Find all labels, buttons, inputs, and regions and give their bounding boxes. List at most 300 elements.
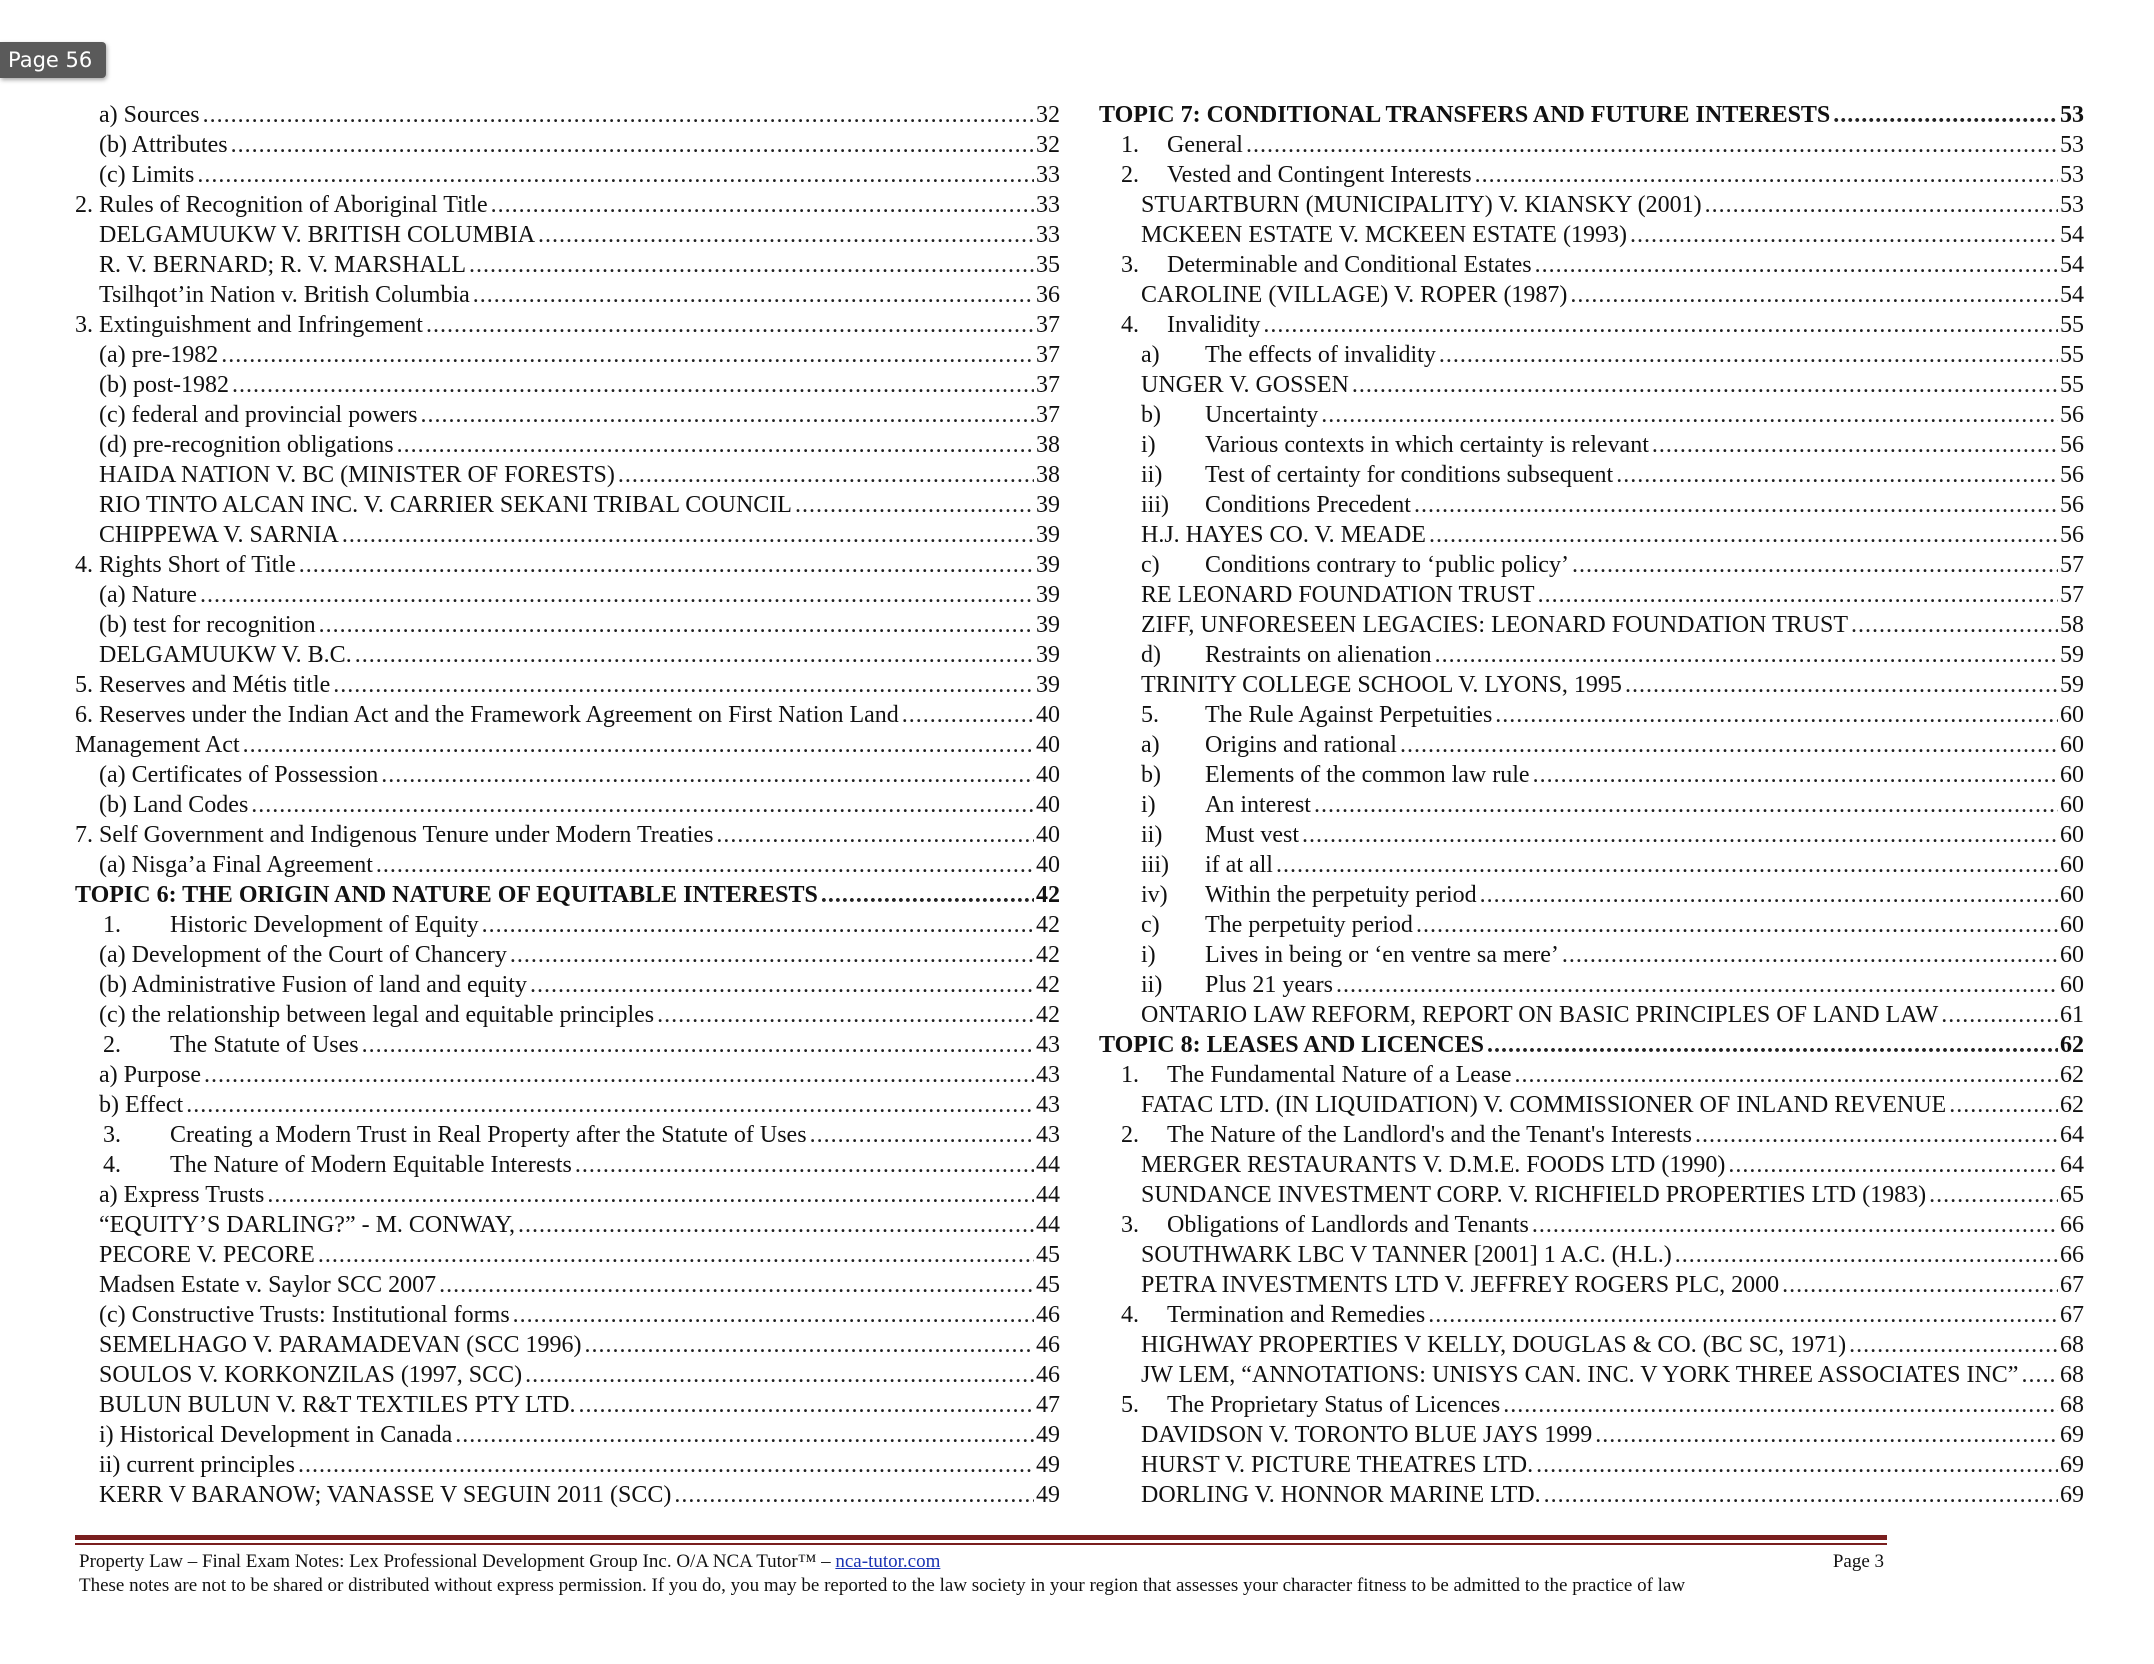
toc-entry-page: 59 xyxy=(2060,672,2084,698)
toc-entry-page: 60 xyxy=(2060,972,2084,998)
toc-entry[interactable] xyxy=(75,640,1060,670)
toc-entry-number: 2. xyxy=(103,1032,121,1058)
dot-leader xyxy=(1336,970,2058,1000)
toc-entry[interactable] xyxy=(75,1060,1060,1090)
dot-leader xyxy=(513,1300,1034,1330)
toc-entry-page: 39 xyxy=(1036,582,1060,608)
toc-entry-label: Origins and rational xyxy=(1205,732,1397,758)
toc-entry[interactable] xyxy=(1099,1210,2084,1240)
toc-entry[interactable] xyxy=(75,190,1060,220)
dot-leader xyxy=(1533,760,2058,790)
toc-entry-page: 32 xyxy=(1036,132,1060,158)
toc-entry[interactable] xyxy=(1099,1060,2084,1090)
toc-entry-page: 57 xyxy=(2060,552,2084,578)
toc-entry[interactable] xyxy=(1099,130,2084,160)
toc-entry-label: The Nature of the Landlord's and the Tenant's Interests xyxy=(1167,1122,1693,1148)
toc-entry[interactable] xyxy=(75,820,1060,850)
toc-entry[interactable] xyxy=(1099,820,2084,850)
toc-entry-label: (a) pre-1982 xyxy=(99,342,219,368)
toc-entry-number: i) xyxy=(1141,432,1156,458)
toc-entry-label: (c) federal and provincial powers xyxy=(99,402,418,428)
toc-entry-page: 60 xyxy=(2060,702,2084,728)
dot-leader xyxy=(1480,880,2058,910)
toc-entry-label: The Nature of Modern Equitable Interests xyxy=(170,1152,572,1178)
toc-entry[interactable] xyxy=(75,310,1060,340)
toc-entry-page: 62 xyxy=(2060,1032,2084,1058)
toc-entry-label: An interest xyxy=(1205,792,1311,818)
toc-entry-page: 35 xyxy=(1036,252,1060,278)
toc-entry-page: 43 xyxy=(1036,1062,1060,1088)
toc-entry[interactable] xyxy=(1099,760,2084,790)
toc-entry-page: 39 xyxy=(1036,552,1060,578)
dot-leader xyxy=(1428,1300,2058,1330)
toc-entry[interactable] xyxy=(75,850,1060,880)
toc-entry-page: 44 xyxy=(1036,1182,1060,1208)
toc-entry-page: 40 xyxy=(1036,792,1060,818)
toc-entry[interactable] xyxy=(1099,1270,2084,1300)
dot-leader xyxy=(538,220,1034,250)
dot-leader xyxy=(1570,280,2058,310)
toc-entry[interactable] xyxy=(75,970,1060,1000)
toc-entry[interactable] xyxy=(1099,1330,2084,1360)
toc-entry-number: b) xyxy=(1141,762,1161,788)
toc-entry-page: 67 xyxy=(2060,1272,2084,1298)
toc-entry-number: a) xyxy=(1141,342,1160,368)
dot-leader xyxy=(575,1150,1034,1180)
dot-leader xyxy=(1503,1390,2058,1420)
toc-entry-page: 60 xyxy=(2060,732,2084,758)
dot-leader xyxy=(1400,730,2058,760)
toc-entry[interactable] xyxy=(1099,910,2084,940)
toc-entry[interactable] xyxy=(1099,370,2084,400)
dot-leader xyxy=(469,250,1034,280)
toc-entry-label: HURST V. PICTURE THEATRES LTD. xyxy=(1141,1452,1534,1478)
toc-entry-page: 39 xyxy=(1036,672,1060,698)
dot-leader xyxy=(657,1000,1034,1030)
dot-leader xyxy=(1246,130,2058,160)
toc-entry[interactable] xyxy=(75,160,1060,190)
toc-entry[interactable] xyxy=(75,700,1060,730)
toc-entry[interactable] xyxy=(75,940,1060,970)
dot-leader xyxy=(243,730,1034,760)
toc-entry-number: ii) xyxy=(1141,972,1163,998)
toc-entry-page: 61 xyxy=(2060,1002,2084,1028)
toc-entry-page: 69 xyxy=(2060,1482,2084,1508)
toc-entry-page: 43 xyxy=(1036,1092,1060,1118)
toc-entry-number: 3. xyxy=(103,1122,121,1148)
toc-entry-label: 3. Extinguishment and Infringement xyxy=(75,312,423,338)
toc-entry-page: 46 xyxy=(1036,1332,1060,1358)
footer-title: Property Law – Final Exam Notes: Lex Professional Development Group Inc. O/A NCA Tutor™ – xyxy=(79,1551,836,1572)
dot-leader xyxy=(518,1210,1034,1240)
dot-leader xyxy=(1439,340,2058,370)
toc-entry[interactable] xyxy=(75,1270,1060,1300)
toc-entry[interactable] xyxy=(75,400,1060,430)
toc-entry[interactable] xyxy=(75,1420,1060,1450)
toc-entry-label: DORLING V. HONNOR MARINE LTD. xyxy=(1141,1482,1541,1508)
dot-leader xyxy=(1302,820,2058,850)
toc-entry[interactable] xyxy=(75,100,1060,130)
footer-divider xyxy=(75,1535,1887,1540)
toc-entry[interactable] xyxy=(75,130,1060,160)
dot-leader xyxy=(221,340,1034,370)
toc-entry[interactable] xyxy=(75,1090,1060,1120)
toc-entry-number: i) xyxy=(1141,792,1156,818)
toc-entry-page: 40 xyxy=(1036,762,1060,788)
dot-leader xyxy=(439,1270,1034,1300)
toc-entry-page: 38 xyxy=(1036,462,1060,488)
footer-disclaimer: These notes are not to be shared or distributed without express permission. If you do, you may be reported to the law society in your region that assesses your character fitness to be admitted to the practice of law xyxy=(79,1575,1686,1596)
toc-entry-page: 42 xyxy=(1036,882,1060,908)
toc-entry-number: 1. xyxy=(1121,132,1139,158)
toc-entry-label: FATAC LTD. (IN LIQUIDATION) V. COMMISSIONER OF INLAND REVENUE xyxy=(1141,1092,1947,1118)
dot-leader xyxy=(362,1030,1034,1060)
toc-entry[interactable] xyxy=(1099,700,2084,730)
toc-entry-label: (a) Nisga’a Final Agreement xyxy=(99,852,373,878)
toc-entry-label: (c) the relationship between legal and equitable principles xyxy=(99,1002,655,1028)
toc-entry-page: 66 xyxy=(2060,1212,2084,1238)
dot-leader xyxy=(795,490,1034,520)
toc-entry[interactable] xyxy=(75,1480,1060,1510)
toc-entry[interactable] xyxy=(1099,580,2084,610)
toc-entry-label: Must vest xyxy=(1205,822,1300,848)
toc-entry-number: ii) xyxy=(1141,822,1163,848)
toc-entry-page: 37 xyxy=(1036,342,1060,368)
toc-entry-label: RE LEONARD FOUNDATION TRUST xyxy=(1141,582,1535,608)
toc-entry-page: 38 xyxy=(1036,432,1060,458)
toc-entry-page: 44 xyxy=(1036,1152,1060,1178)
toc-entry[interactable] xyxy=(75,490,1060,520)
toc-entry[interactable] xyxy=(75,1240,1060,1270)
toc-entry-label: The Fundamental Nature of a Lease xyxy=(1167,1062,1512,1088)
toc-entry[interactable] xyxy=(1099,1420,2084,1450)
toc-entry[interactable] xyxy=(1099,1090,2084,1120)
toc-entry[interactable] xyxy=(75,520,1060,550)
dot-leader xyxy=(1616,460,2058,490)
toc-entry-label: SOUTHWARK LBC V TANNER [2001] 1 A.C. (H.L.) xyxy=(1141,1242,1672,1268)
toc-entry[interactable] xyxy=(1099,1120,2084,1150)
toc-entry[interactable] xyxy=(75,1210,1060,1240)
toc-entry[interactable] xyxy=(75,1000,1060,1030)
toc-entry-label: Invalidity xyxy=(1167,312,1261,338)
toc-entry[interactable] xyxy=(75,1150,1060,1180)
dot-leader xyxy=(1429,520,2058,550)
dot-leader xyxy=(298,1450,1034,1480)
footer-link[interactable]: nca-tutor.com xyxy=(835,1551,941,1572)
toc-entry-label: Termination and Remedies xyxy=(1167,1302,1426,1328)
toc-entry-label: Tsilhqot’in Nation v. British Columbia xyxy=(99,282,470,308)
page-footer xyxy=(79,1550,1884,1598)
toc-entry-label: (d) pre-recognition obligations xyxy=(99,432,394,458)
toc-entry[interactable] xyxy=(1099,1360,2084,1390)
toc-entry-page: 45 xyxy=(1036,1272,1060,1298)
toc-entry[interactable] xyxy=(75,790,1060,820)
toc-entry-label: (b) test for recognition xyxy=(99,612,316,638)
toc-entry[interactable] xyxy=(1099,1180,2084,1210)
toc-entry-page: 49 xyxy=(1036,1452,1060,1478)
toc-entry[interactable] xyxy=(1099,340,2084,370)
toc-entry-label: CAROLINE (VILLAGE) V. ROPER (1987) xyxy=(1141,282,1568,308)
toc-entry[interactable] xyxy=(1099,490,2084,520)
toc-entry-page: 33 xyxy=(1036,222,1060,248)
toc-entry[interactable] xyxy=(75,760,1060,790)
toc-entry[interactable] xyxy=(75,1180,1060,1210)
toc-entry-label: TOPIC 6: THE ORIGIN AND NATURE OF EQUITABLE INTERESTS xyxy=(75,882,818,908)
toc-entry-label: Various contexts in which certainty is relevant xyxy=(1205,432,1649,458)
toc-entry[interactable] xyxy=(1099,550,2084,580)
toc-entry-page: 67 xyxy=(2060,1302,2084,1328)
toc-entry-page: 45 xyxy=(1036,1242,1060,1268)
toc-entry[interactable] xyxy=(75,430,1060,460)
toc-entry[interactable] xyxy=(1099,1450,2084,1480)
toc-entry[interactable] xyxy=(1099,640,2084,670)
toc-entry[interactable] xyxy=(1099,1480,2084,1510)
toc-entry-page: 47 xyxy=(1036,1392,1060,1418)
page-indicator-badge: Page 56 xyxy=(0,42,106,78)
toc-entry-number: c) xyxy=(1141,912,1160,938)
toc-entry-label: if at all xyxy=(1205,852,1273,878)
toc-entry[interactable] xyxy=(75,1450,1060,1480)
toc-entry[interactable] xyxy=(75,580,1060,610)
dot-leader xyxy=(186,1090,1034,1120)
toc-entry-label: JW LEM, “ANNOTATIONS: UNISYS CAN. INC. V YORK THREE ASSOCIATES INC” xyxy=(1141,1362,2019,1388)
toc-entry-page: 56 xyxy=(2060,462,2084,488)
dot-leader xyxy=(342,520,1034,550)
toc-entry-label: Madsen Estate v. Saylor SCC 2007 xyxy=(99,1272,437,1298)
dot-leader xyxy=(1630,220,2058,250)
dot-leader xyxy=(1849,1330,2058,1360)
toc-entry[interactable] xyxy=(1099,1240,2084,1270)
toc-entry-label: 7. Self Government and Indigenous Tenure under Modern Treaties xyxy=(75,822,714,848)
toc-entry[interactable] xyxy=(75,880,1060,910)
toc-entry-page: 60 xyxy=(2060,882,2084,908)
toc-entry[interactable] xyxy=(1099,670,2084,700)
dot-leader xyxy=(1851,610,2058,640)
toc-entry[interactable] xyxy=(1099,190,2084,220)
toc-entry[interactable] xyxy=(75,610,1060,640)
dot-leader xyxy=(203,100,1034,130)
toc-entry[interactable] xyxy=(75,1330,1060,1360)
toc-entry-page: 57 xyxy=(2060,582,2084,608)
toc-entry[interactable] xyxy=(75,550,1060,580)
dot-leader xyxy=(355,640,1034,670)
footer-page-number: Page 3 xyxy=(1832,1551,1884,1572)
toc-entry[interactable] xyxy=(1099,1300,2084,1330)
dot-leader xyxy=(618,460,1034,490)
toc-entry-page: 56 xyxy=(2060,402,2084,428)
toc-entry-label: PECORE V. PECORE xyxy=(99,1242,315,1268)
toc-entry-number: b) xyxy=(1141,402,1161,428)
toc-entry-label: Restraints on alienation xyxy=(1205,642,1432,668)
footer-divider-thin xyxy=(75,1543,1887,1545)
toc-entry-label: MCKEEN ESTATE V. MCKEEN ESTATE (1993) xyxy=(1141,222,1627,248)
toc-entry-page: 60 xyxy=(2060,912,2084,938)
toc-right-column xyxy=(1099,100,2084,1510)
toc-entry-label: The Statute of Uses xyxy=(170,1032,359,1058)
toc-entry[interactable] xyxy=(75,280,1060,310)
dot-leader xyxy=(525,1360,1034,1390)
toc-entry-page: 46 xyxy=(1036,1302,1060,1328)
toc-entry-number: 3. xyxy=(1121,1212,1139,1238)
toc-entry[interactable] xyxy=(1099,1390,2084,1420)
toc-left-column xyxy=(75,100,1060,1510)
dot-leader xyxy=(2021,1360,2058,1390)
toc-entry-page: 33 xyxy=(1036,162,1060,188)
toc-entry-label: “EQUITY’S DARLING?” - M. CONWAY, xyxy=(99,1212,515,1238)
toc-entry[interactable] xyxy=(75,1120,1060,1150)
toc-entry[interactable] xyxy=(75,730,1060,760)
toc-entry-number: 5. xyxy=(1121,1392,1139,1418)
toc-entry-label: Within the perpetuity period xyxy=(1205,882,1477,908)
toc-entry-number: 4. xyxy=(1121,312,1139,338)
toc-entry-page: 64 xyxy=(2060,1122,2084,1148)
toc-entry-label: TOPIC 8: LEASES AND LICENCES xyxy=(1099,1032,1484,1058)
toc-entry-label: Elements of the common law rule xyxy=(1205,762,1530,788)
toc-entry[interactable] xyxy=(75,1360,1060,1390)
toc-entry[interactable] xyxy=(1099,1150,2084,1180)
toc-entry-number: d) xyxy=(1141,642,1161,668)
toc-entry-label: Determinable and Conditional Estates xyxy=(1167,252,1532,278)
toc-entry-label: Obligations of Landlords and Tenants xyxy=(1167,1212,1529,1238)
dot-leader xyxy=(1572,550,2058,580)
toc-entry-label: Vested and Contingent Interests xyxy=(1167,162,1472,188)
toc-entry-label: Historic Development of Equity xyxy=(170,912,479,938)
toc-entry-page: 64 xyxy=(2060,1152,2084,1178)
toc-entry[interactable] xyxy=(1099,970,2084,1000)
dot-leader xyxy=(1414,490,2058,520)
toc-entry-label: MERGER RESTAURANTS V. D.M.E. FOODS LTD (1990) xyxy=(1141,1152,1726,1178)
dot-leader xyxy=(716,820,1034,850)
toc-entry-label: Conditions Precedent xyxy=(1205,492,1411,518)
toc-entry[interactable] xyxy=(75,670,1060,700)
toc-entry-page: 40 xyxy=(1036,702,1060,728)
toc-entry-label: 4. Rights Short of Title xyxy=(75,552,296,578)
dot-leader xyxy=(1544,1480,2058,1510)
toc-entry[interactable] xyxy=(75,1300,1060,1330)
toc-entry-page: 49 xyxy=(1036,1482,1060,1508)
toc-entry-label: DELGAMUUKW V. B.C. xyxy=(99,642,352,668)
toc-entry[interactable] xyxy=(1099,880,2084,910)
toc-entry-label: TOPIC 7: CONDITIONAL TRANSFERS AND FUTURE INTERESTS xyxy=(1099,102,1831,128)
dot-leader xyxy=(491,190,1034,220)
toc-entry[interactable] xyxy=(1099,250,2084,280)
toc-entry[interactable] xyxy=(75,910,1060,940)
toc-entry[interactable] xyxy=(1099,730,2084,760)
toc-entry-page: 62 xyxy=(2060,1092,2084,1118)
dot-leader xyxy=(200,580,1034,610)
dot-leader xyxy=(1625,670,2058,700)
dot-leader xyxy=(197,160,1034,190)
toc-entry-page: 68 xyxy=(2060,1332,2084,1358)
dot-leader xyxy=(1782,1270,2058,1300)
toc-entry-number: 5. xyxy=(1141,702,1159,728)
toc-entry-label: (c) Constructive Trusts: Institutional forms xyxy=(99,1302,510,1328)
toc-entry-label: Lives in being or ‘en ventre sa mere’ xyxy=(1205,942,1559,968)
toc-entry-page: 42 xyxy=(1036,912,1060,938)
toc-entry[interactable] xyxy=(75,370,1060,400)
toc-entry-page: 43 xyxy=(1036,1032,1060,1058)
dot-leader xyxy=(902,700,1034,730)
toc-entry[interactable] xyxy=(1099,1000,2084,1030)
toc-entry-label: b) Effect xyxy=(99,1092,184,1118)
toc-entry[interactable] xyxy=(1099,160,2084,190)
toc-entry[interactable] xyxy=(75,1390,1060,1420)
toc-entry[interactable] xyxy=(1099,790,2084,820)
toc-entry-page: 66 xyxy=(2060,1242,2084,1268)
toc-entry-label: (b) Administrative Fusion of land and equity xyxy=(99,972,527,998)
toc-entry-label: SEMELHAGO V. PARAMADEVAN (SCC 1996) xyxy=(99,1332,582,1358)
dot-leader xyxy=(482,910,1034,940)
toc-entry[interactable] xyxy=(75,1030,1060,1060)
toc-entry[interactable] xyxy=(1099,430,2084,460)
dot-leader xyxy=(585,1330,1034,1360)
dot-leader xyxy=(1675,1240,2058,1270)
toc-entry-number: a) xyxy=(1141,732,1160,758)
toc-entry-label: R. V. BERNARD; R. V. MARSHALL xyxy=(99,252,466,278)
toc-entry[interactable] xyxy=(75,220,1060,250)
toc-entry-page: 56 xyxy=(2060,492,2084,518)
toc-entry[interactable] xyxy=(75,340,1060,370)
toc-entry-label: 2. Rules of Recognition of Aboriginal Title xyxy=(75,192,488,218)
toc-entry-number: iv) xyxy=(1141,882,1168,908)
toc-entry-label: The Rule Against Perpetuities xyxy=(1205,702,1493,728)
dot-leader xyxy=(510,940,1034,970)
dot-leader xyxy=(1276,850,2058,880)
toc-entry-label: 5. Reserves and Métis title xyxy=(75,672,331,698)
toc-entry[interactable] xyxy=(1099,610,2084,640)
toc-entry-label: ZIFF, UNFORESEEN LEGACIES: LEONARD FOUNDATION TRUST xyxy=(1141,612,1848,638)
toc-entry-label: Test of certainty for conditions subsequent xyxy=(1205,462,1614,488)
toc-entry[interactable] xyxy=(1099,220,2084,250)
toc-entry[interactable] xyxy=(1099,460,2084,490)
toc-entry-label: H.J. HAYES CO. V. MEADE xyxy=(1141,522,1426,548)
toc-entry-page: 54 xyxy=(2060,252,2084,278)
toc-entry-page: 55 xyxy=(2060,312,2084,338)
toc-entry[interactable] xyxy=(1099,310,2084,340)
dot-leader xyxy=(1929,1180,2058,1210)
dot-leader xyxy=(1595,1420,2058,1450)
dot-leader xyxy=(1562,940,2058,970)
dot-leader xyxy=(1475,160,2058,190)
toc-entry-page: 54 xyxy=(2060,222,2084,248)
toc-entry[interactable] xyxy=(75,460,1060,490)
toc-entry[interactable] xyxy=(1099,850,2084,880)
toc-entry-number: c) xyxy=(1141,552,1160,578)
dot-leader xyxy=(1435,640,2058,670)
toc-entry[interactable] xyxy=(1099,400,2084,430)
toc-entry[interactable] xyxy=(1099,940,2084,970)
toc-entry-number: 1. xyxy=(103,912,121,938)
toc-entry-label: (a) Development of the Court of Chancery xyxy=(99,942,507,968)
dot-leader xyxy=(473,280,1034,310)
dot-leader xyxy=(1728,1150,2058,1180)
toc-entry-page: 42 xyxy=(1036,942,1060,968)
toc-entry[interactable] xyxy=(75,250,1060,280)
toc-entry[interactable] xyxy=(1099,100,2084,130)
dot-leader xyxy=(319,610,1034,640)
dot-leader xyxy=(1532,1210,2058,1240)
toc-entry[interactable] xyxy=(1099,280,2084,310)
toc-entry[interactable] xyxy=(1099,1030,2084,1060)
toc-entry-page: 40 xyxy=(1036,852,1060,878)
dot-leader xyxy=(376,850,1034,880)
dot-leader xyxy=(1352,370,2058,400)
toc-entry-label: General xyxy=(1167,132,1243,158)
dot-leader xyxy=(299,550,1034,580)
toc-entry-label: KERR V BARANOW; VANASSE V SEGUIN 2011 (SCC) xyxy=(99,1482,672,1508)
toc-entry[interactable] xyxy=(1099,520,2084,550)
toc-entry-label: (a) Nature xyxy=(99,582,197,608)
